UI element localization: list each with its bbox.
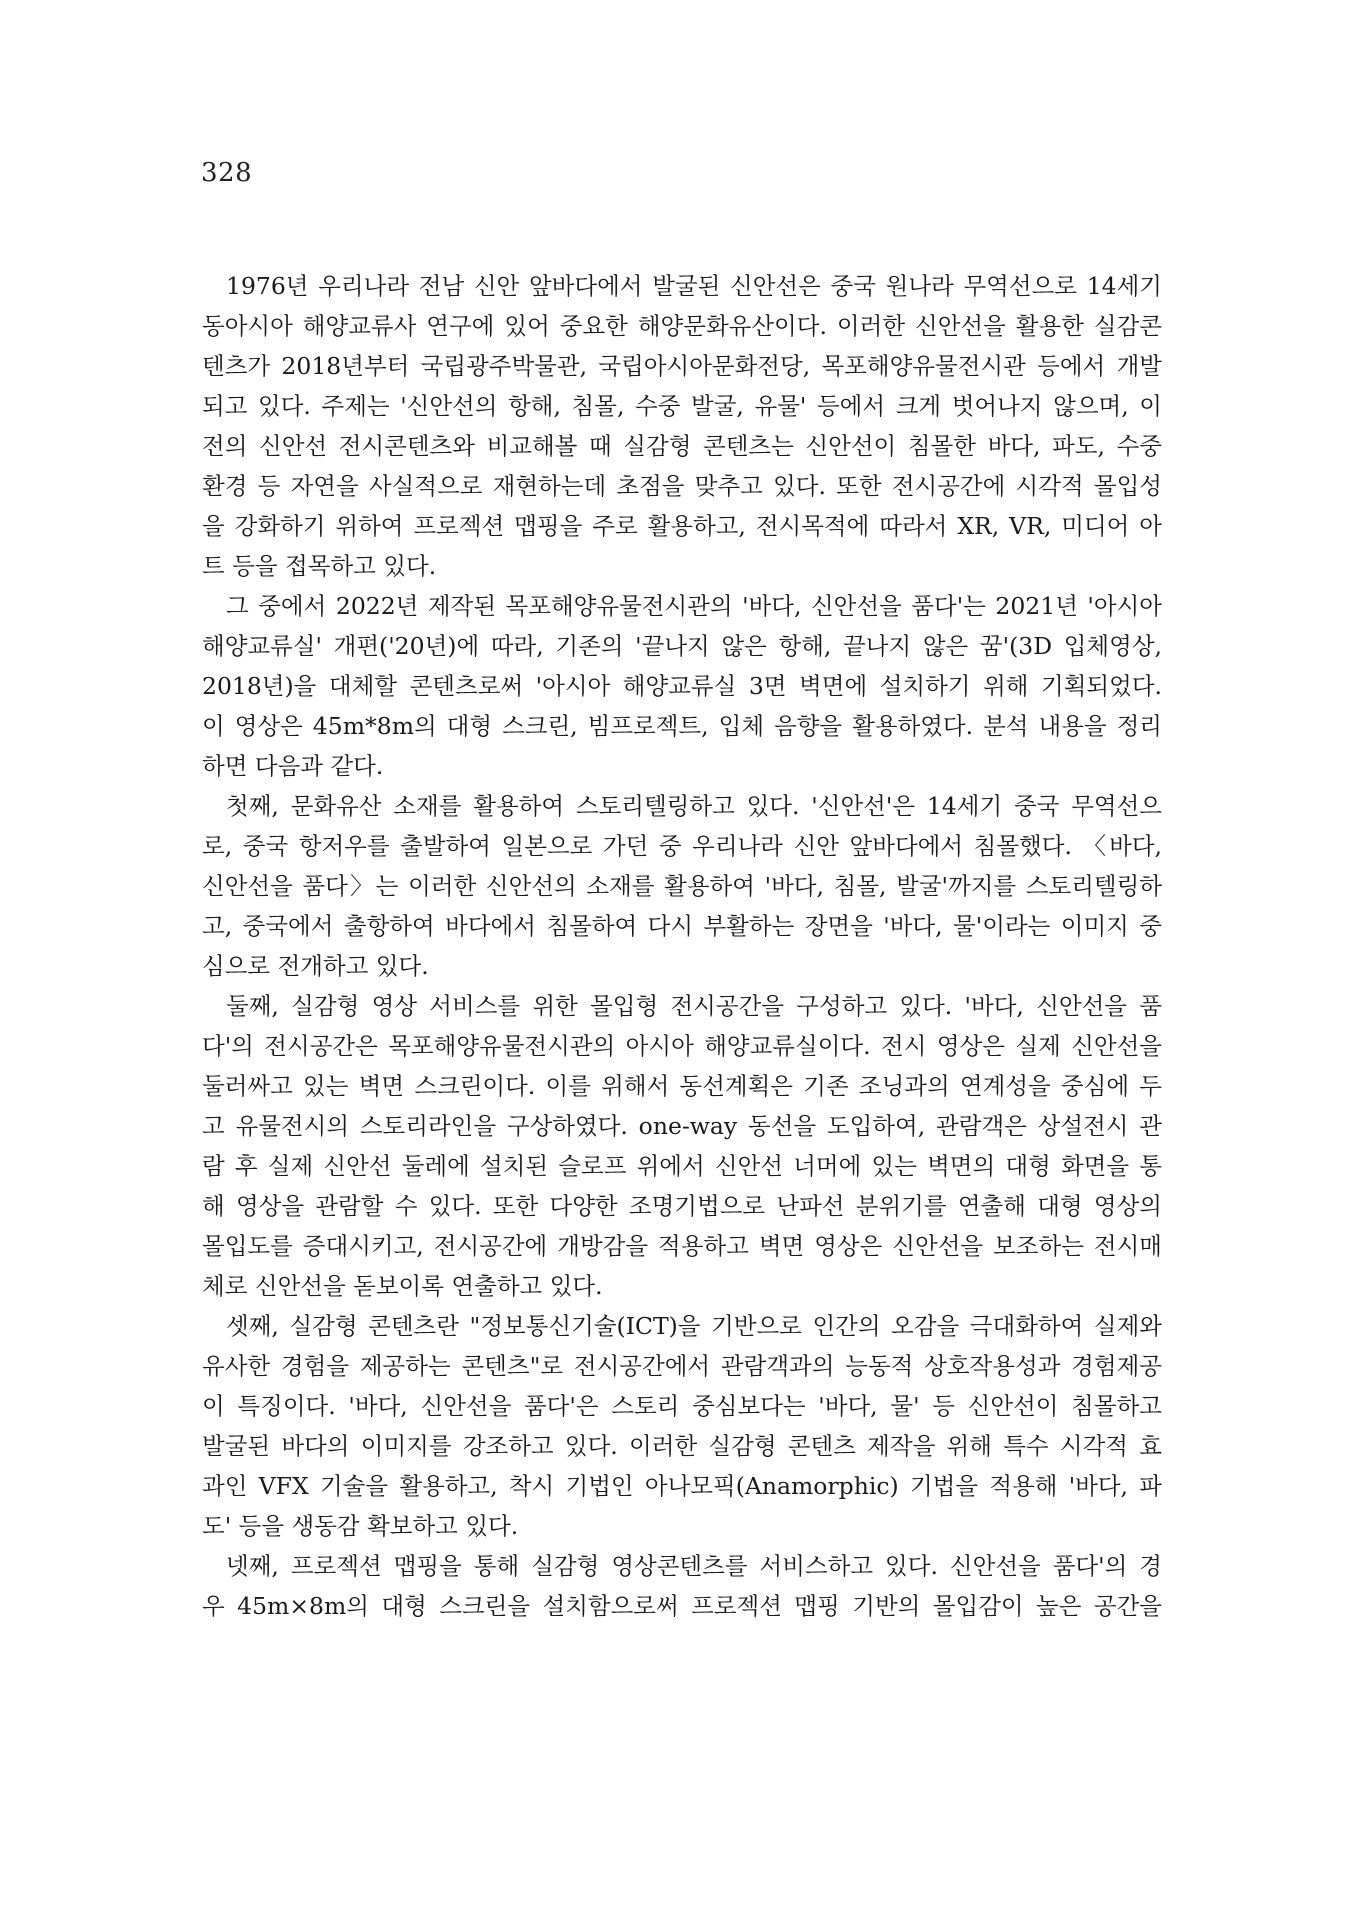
text-line: 해 영상을 관람할 수 있다. 또한 다양한 조명기법으로 난파선 분위기를 연출해 대형 영상의 [202,1192,1162,1220]
text-line: 신안선을 품다〉는 이러한 신안선의 소재를 활용하여 '바다, 침몰, 발굴'까지를 스토리텔링하 [202,872,1162,900]
text-line: 발굴된 바다의 이미지를 강조하고 있다. 이러한 실감형 콘텐츠 제작을 위해 특수 시각적 효 [202,1432,1162,1460]
text-line: 심으로 전개하고 있다. [202,952,429,980]
text-line: 둘째, 실감형 영상 서비스를 위한 몰입형 전시공간을 구성하고 있다. '바다, 신안선을 품 [226,992,1162,1020]
text-line: 이 특징이다. '바다, 신안선을 품다'은 스토리 중심보다는 '바다, 물' 등 신안선이 침몰하고 [202,1392,1162,1420]
text-line: 도' 등을 생동감 확보하고 있다. [202,1512,519,1540]
text-line: 고 유물전시의 스토리라인을 구상하였다. one-way 동선을 도입하여, 관람객은 상설전시 관 [202,1112,1162,1140]
text-line: 하면 다음과 같다. [202,752,384,780]
text-line: 2018년)을 대체할 콘텐츠로써 '아시아 해양교류실 3면 벽면에 설치하기 위해 기획되었다. [202,672,1162,700]
text-line: 되고 있다. 주제는 '신안선의 항해, 침몰, 수중 발굴, 유물' 등에서 크게 벗어나지 않으며, 이 [202,392,1162,420]
text-line: 넷째, 프로젝션 맵핑을 통해 실감형 영상콘텐츠를 서비스하고 있다. 신안선을 품다'의 경 [226,1552,1162,1580]
text-line: 로, 중국 항저우를 출발하여 일본으로 가던 중 우리나라 신안 앞바다에서 침몰했다. 〈바다, [202,832,1162,860]
text-line: 을 강화하기 위하여 프로젝션 맵핑을 주로 활용하고, 전시목적에 따라서 XR, VR, 미디어 아 [202,512,1162,540]
text-line: 몰입도를 증대시키고, 전시공간에 개방감을 적용하고 벽면 영상은 신안선을 보조하는 전시매 [202,1232,1162,1260]
page-number: 328 [201,158,253,188]
text-line: 전의 신안선 전시콘텐츠와 비교해볼 때 실감형 콘텐츠는 신안선이 침몰한 바다, 파도, 수중 [202,432,1162,460]
text-line: 그 중에서 2022년 제작된 목포해양유물전시관의 '바다, 신안선을 품다'는 2021년 '아시아 [226,592,1162,620]
text-line: 다'의 전시공간은 목포해양유물전시관의 아시아 해양교류실이다. 전시 영상은 실제 신안선을 [202,1032,1162,1060]
text-line: 해양교류실' 개편('20년)에 따라, 기존의 '끝나지 않은 항해, 끝나지 않은 꿈'(3D 입체영상, [202,632,1162,660]
text-line: 람 후 실제 신안선 둘레에 설치된 슬로프 위에서 신안선 너머에 있는 벽면의 대형 화면을 통 [202,1152,1162,1180]
text-line: 과인 VFX 기술을 활용하고, 착시 기법인 아나모픽(Anamorphic) 기법을 적용해 '바다, 파 [202,1472,1162,1500]
text-line: 환경 등 자연을 사실적으로 재현하는데 초점을 맞추고 있다. 또한 전시공간에 시각적 몰입성 [202,472,1162,500]
text-line: 동아시아 해양교류사 연구에 있어 중요한 해양문화유산이다. 이러한 신안선을 활용한 실감콘 [202,312,1162,340]
text-line: 둘러싸고 있는 벽면 스크린이다. 이를 위해서 동선계획은 기존 조닝과의 연계성을 중심에 두 [202,1072,1162,1100]
text-line: 우 45m×8m의 대형 스크린을 설치함으로써 프로젝션 맵핑 기반의 몰입감이 높은 공간을 [202,1592,1162,1620]
text-line: 고, 중국에서 출항하여 바다에서 침몰하여 다시 부활하는 장면을 '바다, 물'이라는 이미지 중 [202,912,1162,940]
text-line: 이 영상은 45m*8m의 대형 스크린, 빔프로젝트, 입체 음향을 활용하였다. 분석 내용을 정리 [202,712,1162,740]
body-text [202,266,1162,1626]
text-line: 트 등을 접목하고 있다. [202,552,437,580]
text-line: 체로 신안선을 돋보이록 연출하고 있다. [202,1272,603,1300]
text-line: 유사한 경험을 제공하는 콘텐츠"로 전시공간에서 관람객과의 능동적 상호작용성과 경험제공 [202,1352,1162,1380]
text-line: 첫째, 문화유산 소재를 활용하여 스토리텔링하고 있다. '신안선'은 14세기 중국 무역선으 [226,792,1162,820]
text-line: 1976년 우리나라 전남 신안 앞바다에서 발굴된 신안선은 중국 원나라 무역선으로 14세기 [226,272,1162,300]
text-line: 텐츠가 2018년부터 국립광주박물관, 국립아시아문화전당, 목포해양유물전시관 등에서 개발 [202,352,1162,380]
text-line: 셋째, 실감형 콘텐츠란 "정보통신기술(ICT)을 기반으로 인간의 오감을 극대화하여 실제와 [226,1312,1162,1340]
